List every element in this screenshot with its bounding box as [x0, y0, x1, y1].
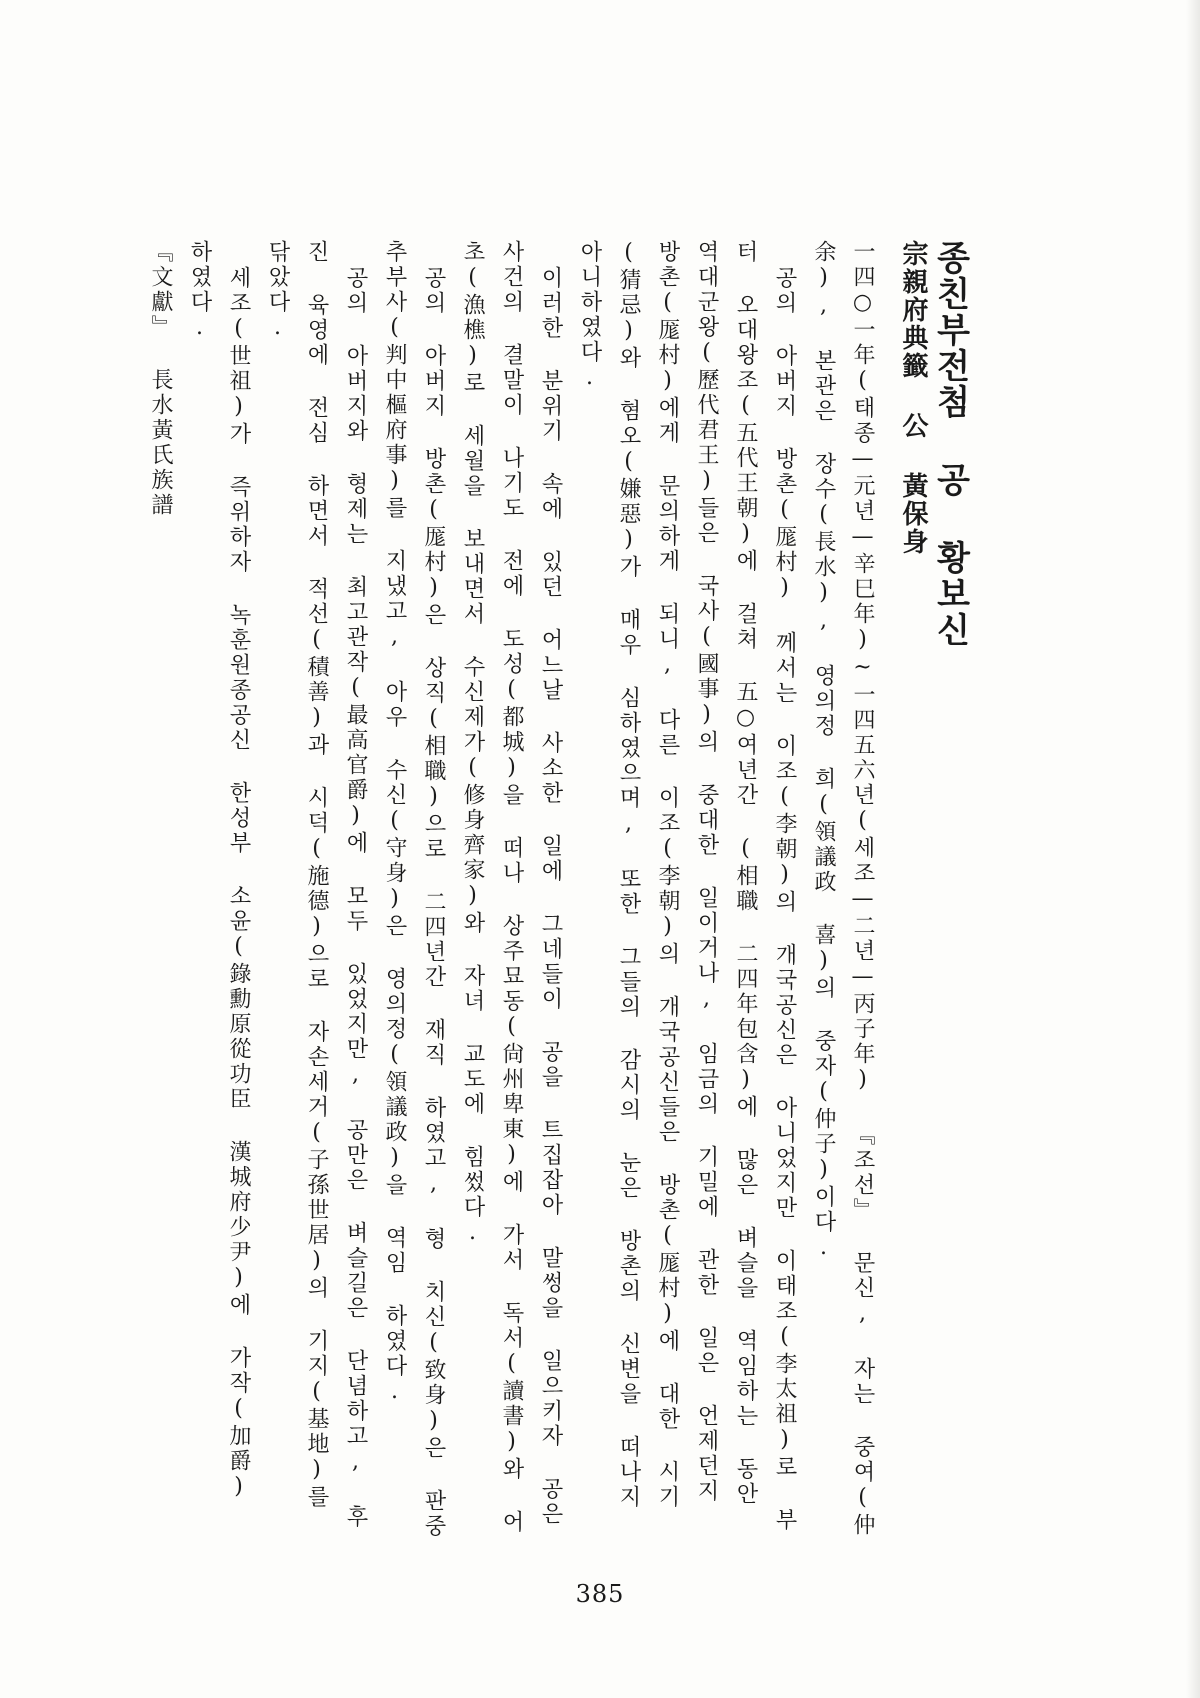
- paragraph-sejo: 세조(世祖)가 즉위하자 녹훈원종공신 한성부 소윤(錄勳原從功臣 漢城府少尹)에 가작(加爵) 하였다.: [187, 240, 251, 1503]
- page-number: 385: [575, 1580, 625, 1608]
- title-block: [896, 240, 970, 1540]
- title-hanja: 宗親府典籤 公 黃保身: [898, 240, 928, 556]
- scan-edge-shadow: [1186, 0, 1200, 1698]
- paragraph-family-offices: 공의 아버지 방촌(厖村)은 상직(相職)으로 二四년간 재직 하였고, 형 치신(致身)은 판중추부사(判中樞府事)를 지냈고, 아우 수신(守身)은 영의정(領議政)을 역임 하였다.: [382, 240, 446, 1540]
- source-citation: 『文獻』 長水黃氏族譜: [148, 240, 173, 518]
- paragraph-education: 공의 아버지와 형제는 최고관작(最高官爵)에 모두 있었지만, 공만은 벼슬길은 단념하고, 후진 육영에 전심 하면서 적선(積善)과 시덕(施德)으로 자손세거(子孫世居)의 기지(基地)를 닦았다.: [265, 240, 368, 1531]
- paragraph-retreat: 이러한 분위기 속에 있던 어느날 사소한 일에 그네들이 공을 트집잡아 말썽을 일으키자 공은 사건의 결말이 나기도 전에 도성(都城)을 떠나 상주묘동(尙州卑東)에 가서 독서(讀書)와 어초(漁樵)로 세월을 보내면서 수신제가(修身齊家)와 자녀 교도에 힘썼다.: [460, 240, 563, 1535]
- title-hangul: 종친부전첨 공 황보신: [930, 240, 970, 648]
- paragraph-birth-death: 一四○一年(태종—元년—辛巳年)~一四五六년(세조—二년—丙子年) 『조선』 문신, 자는 중여(仲余), 본관은 장수(長水), 영의정 희(領議政 喜)의 중자(仲子)이다.: [811, 240, 875, 1538]
- paragraph-father: 공의 아버지 방촌(厖村) 께서는 이조(李朝)의 개국공신은 아니었지만 이태조(李太祖)로 부터 오대왕조(五代王朝)에 걸쳐 五○여년간 (相職 二四年包含)에 많은 벼슬을 역임하는 동안 역대군왕(歷代君王)들은 국사(國事)의 중대한 일이거나, 임금의 기밀에 관한 일은 언제던지 방촌(厖村)에게 문의하게 되니, 다른 이조(李朝)의 개국공신들은 방촌(厖村)에 대한 시기(猜忌)와 혐오(嫌惡)가 매우 심하였으며, 또한 그들의 감시의 눈은 방촌의 신변을 떠나지 아니하였다.: [577, 240, 797, 1534]
- vertical-text-block: [148, 240, 970, 1540]
